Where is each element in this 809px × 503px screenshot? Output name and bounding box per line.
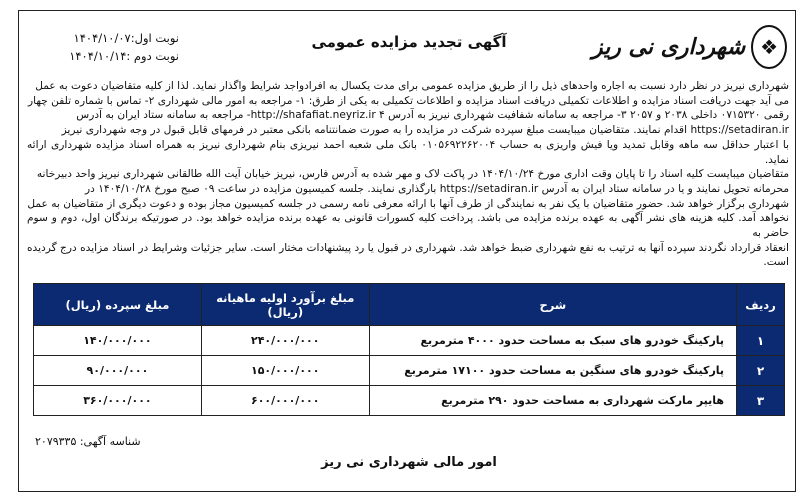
notice-body — [27, 79, 789, 270]
row-description: هایپر مارکت شهرداری به مساحت حدود ۲۹۰ مترمربع — [369, 386, 736, 416]
row-number: ۲ — [737, 356, 785, 386]
row-deposit: ۳۶۰/۰۰۰/۰۰۰ — [34, 386, 202, 416]
body-line: با اعتبار حداقل سه ماهه وقابل تمدید ویا فیش واریزی به حساب ۰۱۰۵۶۹۲۲۶۲۰۰۴ بانک ملی شعبه احمد نیریزی بنام شهرداری نیریز به همراه اسناد مزایده شهرداری ارائه نماید. — [27, 138, 789, 166]
municipality-logo — [592, 21, 787, 73]
issuing-department: امور مالی شهرداری نی ریز — [321, 455, 497, 470]
row-estimate: ۱۵۰/۰۰۰/۰۰۰ — [201, 356, 369, 386]
body-line: محرمانه تحویل نمایند و یا در سامانه ستاد ایران به آدرس https://setadiran.ir بارگذاری نمایند. جلسه کمیسیون مزایده در ساعت ۰۹ صبح مورخ ۱۴۰۴/۱۰/۲۸ در — [84, 182, 789, 195]
auction-items-table — [33, 283, 785, 416]
body-line: رقمی ۰۷۱۵۳۲۰ داخلی ۲۰۳۸ و ۲۰۵۷ ۳- مراجعه به سامانه شفافیت شهرداری نیریز به آدرس http://shafafiat.neyriz.ir ۴- مراجعه به سامانه ستاد ایران به آدرس — [76, 109, 789, 122]
row-description: پارکینگ خودرو های سنگین به مساحت حدود ۱۷۱۰۰ مترمربع — [369, 356, 736, 386]
body-line: شهرداری برگزار خواهد شد. حضور متقاضیان با یک نفر به نمایندگی از طرف آنها با ارائه معرفی نامه رسمی در جلسه کمیسیون مجاز بوده و دعوت دیگری از متقاضیان به عمل — [27, 197, 789, 210]
table-row — [34, 386, 785, 416]
row-description: پارکینگ خودرو های سبک به مساحت حدود ۴۰۰۰ مترمربع — [369, 326, 736, 356]
table-row — [34, 326, 785, 356]
row-number: ۱ — [737, 326, 785, 356]
body-line: می آید جهت دریافت اسناد مزایده و اطلاعات تکمیلی دریافت اسناد مزایده و اطلاعات تکمیلی به یکی از طرق: ۱- مراجعه به امور مالی شهرداری ۲- تماس با شماره تلفن چهار — [28, 94, 789, 107]
first-turn-date: نوبت اول:۱۴۰۴/۱۰/۰۷ — [73, 31, 179, 45]
second-turn-date: نوبت دوم :۱۴۰۴/۱۰/۱۴ — [69, 49, 179, 63]
table-header-row — [34, 284, 785, 326]
notice-id: شناسه آگهی: ۲۰۷۹۳۳۵ — [35, 435, 141, 448]
row-deposit: ۹۰/۰۰۰/۰۰۰ — [34, 356, 202, 386]
header-estimate: مبلغ برآورد اولیه ماهیانه (ریال) — [201, 284, 369, 326]
publication-turns — [29, 29, 179, 65]
row-estimate: ۲۴۰/۰۰۰/۰۰۰ — [201, 326, 369, 356]
header-row-number: ردیف — [737, 284, 785, 326]
row-number: ۳ — [737, 386, 785, 416]
body-line: شهرداری نیریز در نظر دارد نسبت به اجاره واحدهای ذیل را از طریق مزایده عمومی برای مدت یکسال به افرادواجد شرایط واگذار نماید. لذا از کلیه متقاضیان دعوت به عمل — [35, 80, 789, 92]
notice-frame — [18, 10, 796, 492]
body-line: انعقاد قرارداد نگردند سپرده آنها به ترتیب به نفع شهرداری ضبط خواهد شد. شهرداری در قبول یا رد پیشنهادات مختار است. سایر جزئیات وشرایط در اسناد مزایده درج گردیده است. — [27, 241, 789, 269]
body-line: https://setadiran.ir اقدام نمایند. متقاضیان میبایست مبلغ سپرده شرکت در مزایده را به صورت ضمانتنامه بانکی معتبر در فرمهای قابل قبول در وجه شهرداری نیریز — [61, 124, 789, 137]
table-row — [34, 356, 785, 386]
header-deposit: مبلغ سپرده (ریال) — [34, 284, 202, 326]
row-deposit: ۱۴۰/۰۰۰/۰۰۰ — [34, 326, 202, 356]
header-description: شرح — [369, 284, 736, 326]
body-line: نخواهد آمد. کلیه هزینه های نشر آگهی به عهده برنده مزایده می باشد. پرداخت کلیه کسورات قانونی به عهده برنده مزایده خواهد بود. در صورتیکه برندگان اول، دوم و سوم حاضر به — [27, 212, 789, 240]
notice-title: آگهی تجدید مزایده عمومی — [311, 33, 507, 51]
row-estimate: ۶۰۰/۰۰۰/۰۰۰ — [201, 386, 369, 416]
notice-header — [19, 11, 795, 81]
emblem-icon: ❖ — [751, 25, 787, 69]
logo-text: شهرداری نی ریز — [592, 34, 746, 60]
body-line: متقاضیان میبایست کلیه اسناد را تا پایان وقت اداری مورخ ۱۴۰۴/۱۰/۲۴ در پاکت لاک و مهر شده به آدرس فارس، نیریز خیابان آیت الله طالقانی شهرداری نیریز واحد دبیرخانه — [36, 168, 789, 181]
